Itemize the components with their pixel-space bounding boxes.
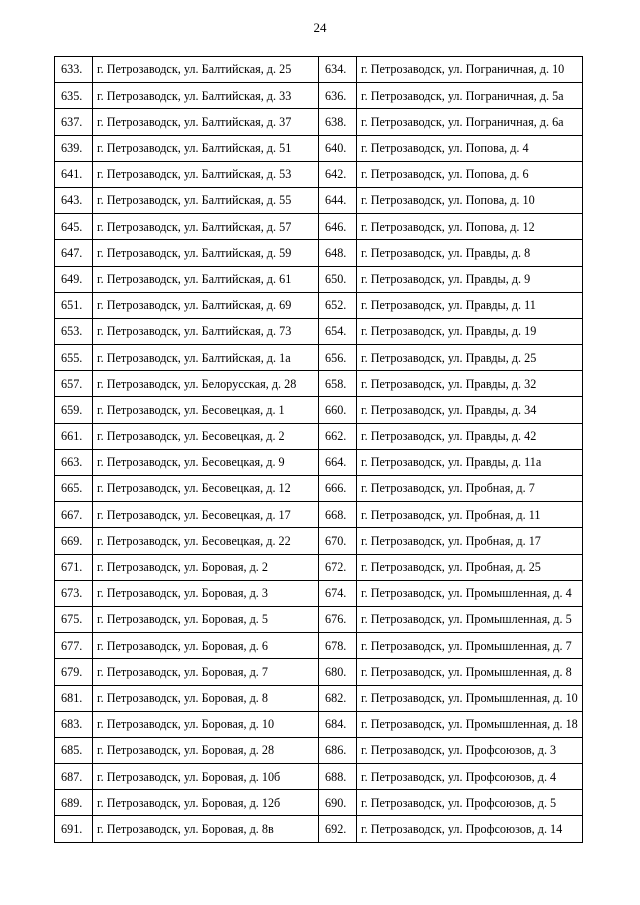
entry-address: г. Петрозаводск, ул. Балтийская, д. 51 bbox=[93, 135, 319, 161]
entry-number: 661. bbox=[55, 423, 93, 449]
entry-number: 658. bbox=[319, 371, 357, 397]
entry-address: г. Петрозаводск, ул. Балтийская, д. 69 bbox=[93, 292, 319, 318]
entry-address: г. Петрозаводск, ул. Бесовецкая, д. 2 bbox=[93, 423, 319, 449]
entry-number: 656. bbox=[319, 345, 357, 371]
entry-address: г. Петрозаводск, ул. Боровая, д. 2 bbox=[93, 554, 319, 580]
entry-address: г. Петрозаводск, ул. Боровая, д. 5 bbox=[93, 606, 319, 632]
entry-number: 642. bbox=[319, 161, 357, 187]
entry-number: 639. bbox=[55, 135, 93, 161]
entry-address: г. Петрозаводск, ул. Боровая, д. 10 bbox=[93, 711, 319, 737]
entry-number: 659. bbox=[55, 397, 93, 423]
entry-number: 677. bbox=[55, 633, 93, 659]
table-row bbox=[55, 528, 583, 554]
table-row bbox=[55, 266, 583, 292]
address-table bbox=[54, 56, 583, 843]
entry-number: 652. bbox=[319, 292, 357, 318]
entry-number: 648. bbox=[319, 240, 357, 266]
entry-number: 692. bbox=[319, 816, 357, 842]
table-row bbox=[55, 83, 583, 109]
table-row bbox=[55, 685, 583, 711]
entry-number: 686. bbox=[319, 737, 357, 763]
entry-address: г. Петрозаводск, ул. Правды, д. 19 bbox=[357, 318, 583, 344]
entry-number: 638. bbox=[319, 109, 357, 135]
table-row bbox=[55, 659, 583, 685]
entry-address: г. Петрозаводск, ул. Боровая, д. 28 bbox=[93, 737, 319, 763]
entry-number: 655. bbox=[55, 345, 93, 371]
entry-address: г. Петрозаводск, ул. Балтийская, д. 37 bbox=[93, 109, 319, 135]
entry-address: г. Петрозаводск, ул. Промышленная, д. 8 bbox=[357, 659, 583, 685]
entry-address: г. Петрозаводск, ул. Белорусская, д. 28 bbox=[93, 371, 319, 397]
table-row bbox=[55, 764, 583, 790]
entry-address: г. Петрозаводск, ул. Промышленная, д. 4 bbox=[357, 580, 583, 606]
address-table-body bbox=[55, 57, 583, 843]
table-row bbox=[55, 711, 583, 737]
table-row bbox=[55, 187, 583, 213]
entry-address: г. Петрозаводск, ул. Правды, д. 32 bbox=[357, 371, 583, 397]
entry-number: 674. bbox=[319, 580, 357, 606]
entry-address: г. Петрозаводск, ул. Правды, д. 25 bbox=[357, 345, 583, 371]
entry-address: г. Петрозаводск, ул. Попова, д. 4 bbox=[357, 135, 583, 161]
entry-number: 634. bbox=[319, 57, 357, 83]
entry-number: 640. bbox=[319, 135, 357, 161]
entry-number: 671. bbox=[55, 554, 93, 580]
entry-number: 679. bbox=[55, 659, 93, 685]
entry-number: 673. bbox=[55, 580, 93, 606]
entry-number: 662. bbox=[319, 423, 357, 449]
entry-address: г. Петрозаводск, ул. Балтийская, д. 33 bbox=[93, 83, 319, 109]
entry-address: г. Петрозаводск, ул. Балтийская, д. 59 bbox=[93, 240, 319, 266]
table-row bbox=[55, 502, 583, 528]
entry-number: 641. bbox=[55, 161, 93, 187]
entry-number: 691. bbox=[55, 816, 93, 842]
entry-number: 635. bbox=[55, 83, 93, 109]
entry-number: 637. bbox=[55, 109, 93, 135]
entry-number: 668. bbox=[319, 502, 357, 528]
entry-number: 651. bbox=[55, 292, 93, 318]
entry-number: 657. bbox=[55, 371, 93, 397]
table-row bbox=[55, 554, 583, 580]
entry-address: г. Петрозаводск, ул. Балтийская, д. 25 bbox=[93, 57, 319, 83]
entry-address: г. Петрозаводск, ул. Боровая, д. 8в bbox=[93, 816, 319, 842]
page-number: 24 bbox=[313, 20, 327, 35]
entry-address: г. Петрозаводск, ул. Боровая, д. 10б bbox=[93, 764, 319, 790]
table-row bbox=[55, 345, 583, 371]
entry-number: 660. bbox=[319, 397, 357, 423]
table-row bbox=[55, 633, 583, 659]
entry-address: г. Петрозаводск, ул. Промышленная, д. 18 bbox=[357, 711, 583, 737]
entry-number: 633. bbox=[55, 57, 93, 83]
entry-number: 676. bbox=[319, 606, 357, 632]
entry-number: 653. bbox=[55, 318, 93, 344]
entry-address: г. Петрозаводск, ул. Пробная, д. 11 bbox=[357, 502, 583, 528]
entry-number: 644. bbox=[319, 187, 357, 213]
entry-address: г. Петрозаводск, ул. Правды, д. 11 bbox=[357, 292, 583, 318]
table-row bbox=[55, 423, 583, 449]
table-row bbox=[55, 449, 583, 475]
table-row bbox=[55, 214, 583, 240]
entry-address: г. Петрозаводск, ул. Бесовецкая, д. 12 bbox=[93, 476, 319, 502]
table-row bbox=[55, 135, 583, 161]
table-row bbox=[55, 57, 583, 83]
entry-address: г. Петрозаводск, ул. Попова, д. 6 bbox=[357, 161, 583, 187]
entry-number: 646. bbox=[319, 214, 357, 240]
entry-number: 688. bbox=[319, 764, 357, 790]
entry-address: г. Петрозаводск, ул. Боровая, д. 8 bbox=[93, 685, 319, 711]
entry-number: 647. bbox=[55, 240, 93, 266]
table-row bbox=[55, 476, 583, 502]
entry-number: 684. bbox=[319, 711, 357, 737]
entry-address: г. Петрозаводск, ул. Правды, д. 34 bbox=[357, 397, 583, 423]
entry-address: г. Петрозаводск, ул. Правды, д. 9 bbox=[357, 266, 583, 292]
entry-number: 687. bbox=[55, 764, 93, 790]
table-row bbox=[55, 371, 583, 397]
table-row bbox=[55, 816, 583, 842]
table-row bbox=[55, 109, 583, 135]
table-row bbox=[55, 161, 583, 187]
entry-number: 665. bbox=[55, 476, 93, 502]
entry-number: 667. bbox=[55, 502, 93, 528]
entry-number: 670. bbox=[319, 528, 357, 554]
entry-address: г. Петрозаводск, ул. Пограничная, д. 5а bbox=[357, 83, 583, 109]
table-row bbox=[55, 397, 583, 423]
table-row bbox=[55, 737, 583, 763]
entry-number: 645. bbox=[55, 214, 93, 240]
entry-address: г. Петрозаводск, ул. Пограничная, д. 10 bbox=[357, 57, 583, 83]
table-row bbox=[55, 606, 583, 632]
entry-address: г. Петрозаводск, ул. Боровая, д. 12б bbox=[93, 790, 319, 816]
entry-address: г. Петрозаводск, ул. Профсоюзов, д. 5 bbox=[357, 790, 583, 816]
entry-number: 650. bbox=[319, 266, 357, 292]
entry-address: г. Петрозаводск, ул. Пограничная, д. 6а bbox=[357, 109, 583, 135]
entry-address: г. Петрозаводск, ул. Пробная, д. 25 bbox=[357, 554, 583, 580]
entry-number: 649. bbox=[55, 266, 93, 292]
entry-address: г. Петрозаводск, ул. Профсоюзов, д. 14 bbox=[357, 816, 583, 842]
entry-address: г. Петрозаводск, ул. Боровая, д. 7 bbox=[93, 659, 319, 685]
entry-address: г. Петрозаводск, ул. Бесовецкая, д. 22 bbox=[93, 528, 319, 554]
entry-address: г. Петрозаводск, ул. Балтийская, д. 55 bbox=[93, 187, 319, 213]
entry-address: г. Петрозаводск, ул. Балтийская, д. 61 bbox=[93, 266, 319, 292]
entry-address: г. Петрозаводск, ул. Боровая, д. 6 bbox=[93, 633, 319, 659]
entry-address: г. Петрозаводск, ул. Промышленная, д. 10 bbox=[357, 685, 583, 711]
entry-number: 681. bbox=[55, 685, 93, 711]
entry-address: г. Петрозаводск, ул. Боровая, д. 3 bbox=[93, 580, 319, 606]
table-row bbox=[55, 790, 583, 816]
entry-number: 690. bbox=[319, 790, 357, 816]
entry-address: г. Петрозаводск, ул. Промышленная, д. 7 bbox=[357, 633, 583, 659]
entry-address: г. Петрозаводск, ул. Бесовецкая, д. 9 bbox=[93, 449, 319, 475]
entry-number: 680. bbox=[319, 659, 357, 685]
entry-number: 663. bbox=[55, 449, 93, 475]
entry-number: 666. bbox=[319, 476, 357, 502]
entry-number: 678. bbox=[319, 633, 357, 659]
table-row bbox=[55, 292, 583, 318]
entry-number: 672. bbox=[319, 554, 357, 580]
entry-address: г. Петрозаводск, ул. Правды, д. 11а bbox=[357, 449, 583, 475]
entry-address: г. Петрозаводск, ул. Попова, д. 10 bbox=[357, 187, 583, 213]
entry-address: г. Петрозаводск, ул. Пробная, д. 17 bbox=[357, 528, 583, 554]
entry-number: 675. bbox=[55, 606, 93, 632]
entry-address: г. Петрозаводск, ул. Балтийская, д. 1а bbox=[93, 345, 319, 371]
entry-number: 689. bbox=[55, 790, 93, 816]
entry-address: г. Петрозаводск, ул. Промышленная, д. 5 bbox=[357, 606, 583, 632]
entry-number: 664. bbox=[319, 449, 357, 475]
entry-address: г. Петрозаводск, ул. Пробная, д. 7 bbox=[357, 476, 583, 502]
entry-number: 636. bbox=[319, 83, 357, 109]
entry-address: г. Петрозаводск, ул. Бесовецкая, д. 1 bbox=[93, 397, 319, 423]
entry-address: г. Петрозаводск, ул. Попова, д. 12 bbox=[357, 214, 583, 240]
table-row bbox=[55, 240, 583, 266]
entry-address: г. Петрозаводск, ул. Профсоюзов, д. 4 bbox=[357, 764, 583, 790]
entry-number: 643. bbox=[55, 187, 93, 213]
entry-address: г. Петрозаводск, ул. Балтийская, д. 53 bbox=[93, 161, 319, 187]
entry-number: 683. bbox=[55, 711, 93, 737]
entry-address: г. Петрозаводск, ул. Балтийская, д. 57 bbox=[93, 214, 319, 240]
entry-address: г. Петрозаводск, ул. Профсоюзов, д. 3 bbox=[357, 737, 583, 763]
table-row bbox=[55, 318, 583, 344]
entry-number: 654. bbox=[319, 318, 357, 344]
entry-address: г. Петрозаводск, ул. Правды, д. 8 bbox=[357, 240, 583, 266]
entry-number: 685. bbox=[55, 737, 93, 763]
entry-number: 682. bbox=[319, 685, 357, 711]
entry-number: 669. bbox=[55, 528, 93, 554]
table-row bbox=[55, 580, 583, 606]
entry-address: г. Петрозаводск, ул. Балтийская, д. 73 bbox=[93, 318, 319, 344]
entry-address: г. Петрозаводск, ул. Правды, д. 42 bbox=[357, 423, 583, 449]
entry-address: г. Петрозаводск, ул. Бесовецкая, д. 17 bbox=[93, 502, 319, 528]
